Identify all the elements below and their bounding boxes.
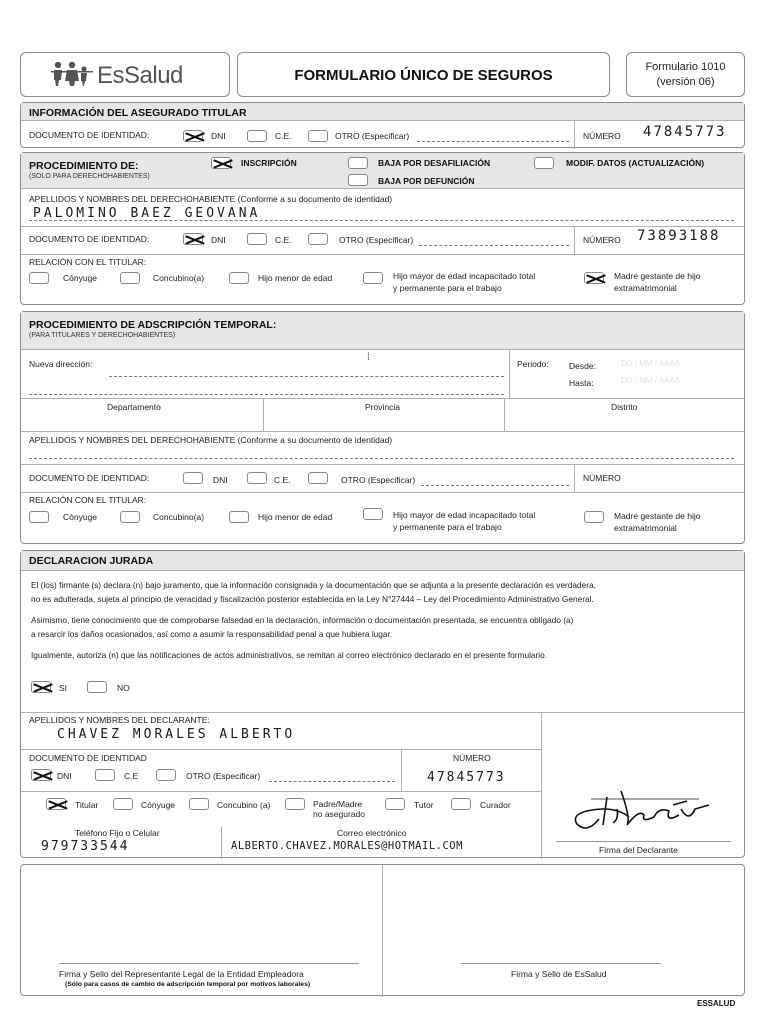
declarante-dni-checkbox[interactable] — [31, 769, 51, 781]
distrito-label: Distrito — [611, 402, 638, 412]
titular-section — [20, 102, 745, 148]
conyuge-role-checkbox[interactable] — [113, 798, 133, 810]
declarante-otro-checkbox[interactable] — [156, 769, 176, 781]
firma-declarante-label: Firma del Declarante — [599, 845, 678, 855]
declaracion-section — [20, 550, 745, 858]
ce-checkbox[interactable] — [247, 472, 267, 484]
baja-desafiliacion-label: BAJA POR DESAFILIACIÓN — [378, 158, 491, 168]
signature-line — [556, 841, 731, 842]
names-line[interactable] — [29, 458, 734, 459]
madre-gestante-checkbox[interactable] — [584, 511, 604, 523]
modif-checkbox[interactable] — [534, 157, 554, 169]
dni-checkbox[interactable] — [183, 472, 203, 484]
baja-defuncion-checkbox[interactable] — [348, 174, 368, 186]
madre-label-2: extramatrimonial — [614, 283, 677, 293]
divider — [21, 254, 744, 255]
dni-label: DNI — [213, 475, 228, 485]
decl-paragraph-2a: Asimismo, tiene conocimiento que de comprobarse falsedad en la declaración, información o documentación presentada, se encuentra obligado (a) — [31, 615, 574, 625]
otro-label: OTRO (Especificar) — [341, 475, 416, 485]
divider — [21, 492, 744, 493]
padre-role-label-2: no asegurado — [313, 809, 365, 819]
numero-value[interactable]: 47845773 — [643, 124, 727, 140]
desde-label: Desde: — [569, 361, 596, 371]
divider — [574, 121, 575, 149]
concubino-label: Concubino(a) — [153, 273, 205, 283]
otro-field[interactable] — [421, 485, 569, 486]
otro-field[interactable] — [417, 141, 569, 142]
signature-section — [20, 864, 745, 996]
numero-label: NÚMERO — [583, 131, 621, 141]
madre-gestante-checkbox[interactable] — [584, 272, 604, 284]
concubino-label: Concubino(a) — [153, 512, 205, 522]
otro-label: OTRO (Especificar) — [335, 131, 410, 141]
divider — [509, 350, 510, 398]
divider — [21, 226, 744, 227]
rep-signature-label: Firma y Sello del Representante Legal de la Entidad Empleadora — [59, 969, 304, 979]
titular-heading: INFORMACIÓN DEL ASEGURADO TITULAR — [29, 107, 247, 119]
conyuge-label: Cónyuge — [63, 273, 98, 283]
tutor-role-label: Tutor — [414, 800, 434, 810]
hijo-mayor-label-2: y permanente para el trabajo — [393, 283, 502, 293]
divider — [21, 791, 541, 792]
names-label: APELLIDOS Y NOMBRES DEL DERECHOHABIENTE (Conforme a su documento de identidad) — [29, 435, 393, 445]
curador-role-label: Curador — [480, 800, 511, 810]
temporal-heading: PROCEDIMIENTO DE ADSCRIPCIÓN TEMPORAL: — [29, 319, 277, 331]
no-checkbox[interactable] — [87, 681, 107, 693]
hijo-menor-label: Hijo menor de edad — [258, 512, 333, 522]
concubino-checkbox[interactable] — [120, 272, 140, 284]
madre-label-2: extramatrimonial — [614, 523, 677, 533]
departamento-label: Departamento — [107, 402, 161, 412]
hijo-mayor-checkbox[interactable] — [363, 272, 383, 284]
signature-line — [461, 963, 661, 964]
divider — [574, 226, 575, 254]
numero-value[interactable]: 73893188 — [637, 228, 721, 244]
periodo-label: Periodo: — [517, 359, 549, 369]
dni-label: DNI — [211, 235, 226, 245]
brand-name: EsSalud — [97, 62, 183, 89]
correo-label: Correo electrónico — [337, 828, 407, 838]
decl-paragraph-2b: a resarcir los daños ocasionados, así como a asumir la responsabilidad penal a que hubiera lugar. — [31, 629, 393, 639]
modif-label: MODIF. DATOS (ACTUALIZACIÓN) — [566, 158, 705, 168]
procedimiento-note: (SOLO PARA DERECHOHABIENTES) — [29, 173, 150, 180]
decl-paragraph-1a: El (los) firmante (s) declara (n) bajo juramento, que la información consignada y la documentación que se adjunta a la presente declaración es verdadera, — [31, 580, 596, 590]
essalud-signature-label: Firma y Sello de EsSalud — [511, 969, 607, 979]
otro-checkbox[interactable] — [308, 130, 328, 142]
conyuge-role-label: Cónyuge — [141, 800, 176, 810]
no-label: NO — [117, 683, 130, 693]
divider — [401, 749, 402, 791]
concubino-role-checkbox[interactable] — [189, 798, 209, 810]
relacion-label: RELACIÓN CON EL TITULAR: — [29, 495, 147, 505]
titular-role-checkbox[interactable] — [46, 798, 66, 810]
declarante-doc-label: DOCUMENTO DE IDENTIDAD — [29, 753, 147, 763]
direccion-label: Nueva dirección: — [29, 359, 93, 369]
divider — [382, 865, 383, 997]
hijo-menor-checkbox[interactable] — [229, 272, 249, 284]
telefono-value[interactable]: 979733544 — [41, 839, 130, 854]
hijo-menor-checkbox[interactable] — [229, 511, 249, 523]
madre-label-1: Madre gestante de hijo — [614, 511, 701, 521]
dni-checkbox[interactable] — [183, 233, 203, 245]
padre-role-checkbox[interactable] — [285, 798, 305, 810]
form-number-box — [626, 52, 745, 97]
otro-checkbox[interactable] — [308, 233, 328, 245]
hijo-menor-label: Hijo menor de edad — [258, 273, 333, 283]
dni-checkbox[interactable] — [183, 130, 203, 142]
divider — [574, 464, 575, 492]
rep-signature-note: (Sólo para casos de cambio de adscripción temporal por motivos laborales) — [65, 981, 311, 988]
ce-label: C.E. — [275, 235, 292, 245]
divider — [221, 827, 222, 859]
declaracion-heading: DECLARACION JURADA — [29, 555, 154, 567]
otro-label: OTRO (Especificar) — [339, 235, 414, 245]
declarante-otro-label: OTRO (Especificar) — [186, 771, 261, 781]
title-box — [237, 52, 610, 97]
form-number: Formulario 1010 — [645, 61, 726, 73]
dni-label: DNI — [211, 131, 226, 141]
divider — [21, 464, 744, 465]
direccion-line-1[interactable] — [109, 376, 504, 377]
temporal-note: (PARA TITULARES Y DERECHOHABIENTES) — [29, 332, 176, 339]
baja-defuncion-label: BAJA POR DEFUNCIÓN — [378, 176, 475, 186]
concubino-role-label: Concubino (a) — [217, 800, 271, 810]
divider — [504, 398, 505, 431]
concubino-checkbox[interactable] — [120, 511, 140, 523]
hijo-mayor-label-1: Hijo mayor de edad incapacitado total — [393, 271, 536, 281]
conyuge-checkbox[interactable] — [29, 511, 49, 523]
curador-role-checkbox[interactable] — [451, 798, 471, 810]
otro-checkbox[interactable] — [308, 472, 328, 484]
baja-desafiliacion-checkbox[interactable] — [348, 157, 368, 169]
divider — [21, 712, 744, 713]
numero-label: NÚMERO — [583, 235, 621, 245]
ce-label: C.E. — [274, 475, 291, 485]
si-label: SI — [59, 683, 68, 693]
declarante-ce-checkbox[interactable] — [95, 769, 115, 781]
ce-checkbox[interactable] — [247, 130, 267, 142]
margin-mark: ⁞ — [367, 352, 370, 363]
declarante-numero-value[interactable]: 47845773 — [427, 770, 506, 785]
divider — [263, 398, 264, 431]
relacion-label: RELACIÓN CON EL TITULAR: — [29, 257, 147, 267]
declarante-signature — [569, 779, 719, 841]
signature-line — [59, 963, 359, 964]
divider — [21, 431, 744, 432]
divider — [21, 749, 541, 750]
hijo-mayor-checkbox[interactable] — [363, 508, 383, 520]
logo-box — [20, 52, 230, 97]
tutor-role-checkbox[interactable] — [385, 798, 405, 810]
procedimiento-heading: PROCEDIMIENTO DE: — [29, 160, 139, 172]
hasta-placeholder[interactable]: DD / MM / AAAA — [621, 376, 681, 385]
doc-label: DOCUMENTO DE IDENTIDAD: — [29, 130, 150, 140]
hasta-label: Hasta: — [569, 378, 594, 388]
doc-label: DOCUMENTO DE IDENTIDAD: — [29, 234, 150, 244]
temporal-header — [21, 312, 744, 350]
ce-checkbox[interactable] — [247, 233, 267, 245]
correo-value[interactable]: ALBERTO.CHAVEZ.MORALES@HOTMAIL.COM — [231, 840, 463, 852]
ce-label: C.E. — [275, 131, 292, 141]
declarante-names-value[interactable]: CHAVEZ MORALES ALBERTO — [57, 727, 296, 742]
declarante-names-label: APELLIDOS Y NOMBRES DEL DECLARANTE: — [29, 715, 210, 725]
madre-label-1: Madre gestante de hijo — [614, 271, 701, 281]
decl-paragraph-3: Igualmente, autoriza (n) que las notificaciones de actos administrativos, se remitan al correo electrónico declarado en el presente formulario. — [31, 650, 548, 660]
conyuge-label: Cónyuge — [63, 512, 98, 522]
hijo-mayor-label-2: y permanente para el trabajo — [393, 522, 502, 532]
declarante-dni-label: DNI — [57, 771, 72, 781]
temporal-section — [20, 311, 745, 544]
divider — [21, 398, 744, 399]
footer-corner-label: ESSALUD — [697, 999, 736, 1008]
declarante-ce-label: C.E — [124, 771, 139, 781]
procedimiento-section — [20, 152, 745, 305]
desde-placeholder[interactable]: DD / MM / AAAA — [621, 359, 681, 368]
declarante-numero-label: NÚMERO — [453, 753, 491, 763]
otro-field[interactable] — [419, 245, 569, 246]
provincia-label: Provincia — [365, 402, 400, 412]
names-label: APELLIDOS Y NOMBRES DEL DERECHOHABIENTE (Conforme a su documento de identidad) — [29, 194, 393, 204]
form-title: FORMULARIO ÚNICO DE SEGUROS — [294, 67, 553, 84]
declarante-otro-field[interactable] — [269, 781, 395, 782]
form-version: (versión 06) — [656, 76, 715, 88]
titular-role-label: Titular — [75, 800, 99, 810]
conyuge-checkbox[interactable] — [29, 272, 49, 284]
si-checkbox[interactable] — [31, 681, 51, 693]
doc-label: DOCUMENTO DE IDENTIDAD: — [29, 473, 150, 483]
divider — [541, 712, 542, 859]
names-line — [29, 220, 734, 221]
inscripcion-label: INSCRIPCIÓN — [241, 158, 297, 168]
direccion-line-2[interactable] — [29, 394, 504, 395]
decl-paragraph-1b: no es adulterada, sujeta al principio de veracidad y fiscalización posterior establecida en la Ley N°27444 – Ley del Procedimiento Administrativo General. — [31, 594, 594, 604]
numero-label: NÚMERO — [583, 473, 621, 483]
inscripcion-checkbox[interactable] — [211, 157, 231, 169]
hijo-mayor-label-1: Hijo mayor de edad incapacitado total — [393, 510, 536, 520]
padre-role-label-1: Padre/Madre — [313, 799, 363, 809]
names-value[interactable]: PALOMINO BAEZ GEOVANA — [33, 206, 261, 221]
telefono-label: Teléfono Fijo o Celular — [75, 828, 160, 838]
essalud-family-logo-icon — [51, 61, 93, 87]
